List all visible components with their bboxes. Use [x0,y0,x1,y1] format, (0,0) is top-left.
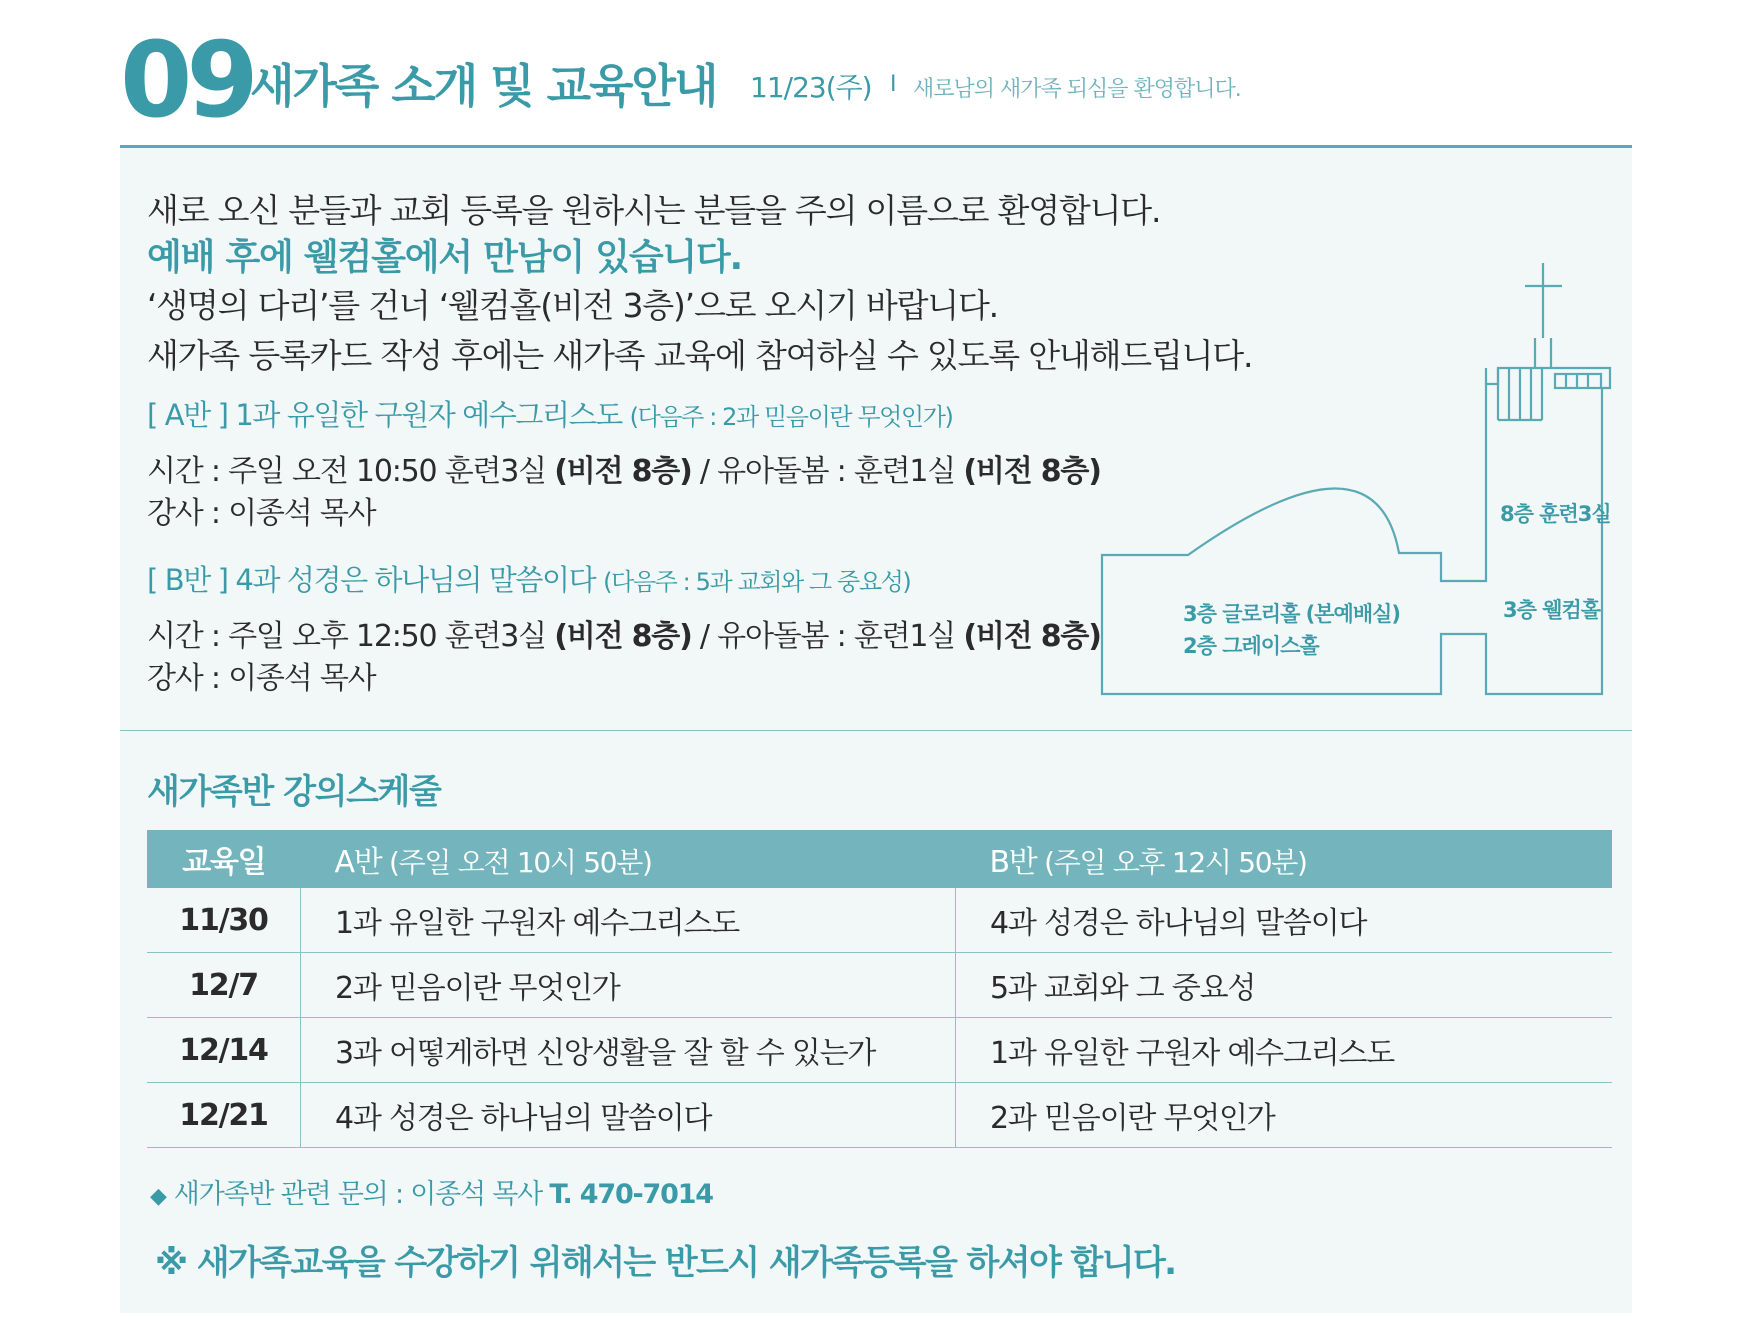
section-divider [120,730,1632,731]
col-header-a [301,830,956,888]
cell-date: 12/7 [147,953,301,1018]
class-b-time-place: (비전 8층) [554,619,692,654]
section-header [120,19,1632,141]
class-a-teacher: 강사 : 이종석 목사 [147,496,376,531]
intro-directions: ‘생명의 다리’를 건너 ‘웰컴홀(비전 3층)’으로 오시기 바랍니다. [147,286,998,325]
contact-phone: T. 470-7014 [549,1179,713,1210]
class-a-care-place: (비전 8층) [963,454,1101,489]
building-diagram [1075,258,1625,698]
registration-notice: ※ 새가족교육을 수강하기 위해서는 반드시 새가족등록을 하셔야 합니다. [155,1243,1176,1283]
contact-info [150,1172,713,1211]
cell-class-b: 4과 성경은 하나님의 말씀이다 [956,888,1613,953]
cell-class-a: 4과 성경은 하나님의 말씀이다 [301,1083,956,1148]
cell-class-b: 5과 교회와 그 중요성 [956,953,1613,1018]
cell-class-a: 2과 믿음이란 무엇인가 [301,953,956,1018]
col-header-b-sub: (주일 오후 12시 50분) [1036,846,1307,879]
cell-date: 12/21 [147,1083,301,1148]
table-row [147,953,1612,1018]
class-b-next: (다음주 : 5과 교회와 그 중요성) [603,568,911,596]
table-row [147,888,1612,953]
section-date: 11/23(주) [750,71,872,104]
col-header-b-main: B반 [989,845,1037,880]
header-separator: I [890,72,897,97]
class-b-heading [147,558,910,599]
building-outline-icon [1075,258,1625,698]
cell-date: 11/30 [147,888,301,953]
class-b-time-label: 시간 : 주일 오후 12:50 훈련3실 [147,619,555,654]
intro-welcome: 새로 오신 분들과 교회 등록을 원하시는 분들을 주의 이름으로 환영합니다. [147,191,1161,230]
col-header-date: 교육일 [147,830,301,888]
col-header-b [956,830,1613,888]
label-3f-glory: 3층 글로리홀 (본예배실) [1183,602,1401,626]
class-b-teacher: 강사 : 이종석 목사 [147,661,376,696]
class-a-next: (다음주 : 2과 믿음이란 무엇인가) [629,403,953,431]
intro-registration: 새가족 등록카드 작성 후에는 새가족 교육에 참여하실 수 있도록 안내해드립니다. [147,336,1253,375]
class-b-title: [ B반 ] 4과 성경은 하나님의 말씀이다 [147,563,596,597]
label-8f-training: 8층 훈련3실 [1500,502,1611,526]
class-a-time-label: 시간 : 주일 오전 10:50 훈련3실 [147,454,555,489]
class-b-care-label: / 유아돌봄 : 훈련1실 [691,619,964,654]
section-number: 09 [120,19,253,141]
contact-text: 새가족반 관련 문의 : 이종석 목사 [173,1179,550,1210]
class-b-care-place: (비전 8층) [963,619,1101,654]
diamond-bullet-icon: ◆ [150,1184,166,1209]
class-a-time [147,446,1101,490]
label-3f-welcome: 3층 웰컴홀 [1503,598,1601,622]
cell-class-a: 3과 어떻게하면 신앙생활을 잘 할 수 있는가 [301,1018,956,1083]
table-row [147,1083,1612,1148]
label-2f-grace: 2층 그레이스홀 [1183,634,1319,658]
cell-date: 12/14 [147,1018,301,1083]
class-a-heading [147,393,952,434]
cell-class-b: 1과 유일한 구원자 예수그리스도 [956,1018,1613,1083]
schedule-table [147,830,1612,1148]
col-header-a-main: A반 [334,845,382,880]
cell-class-b: 2과 믿음이란 무엇인가 [956,1083,1613,1148]
class-a-time-place: (비전 8층) [554,454,692,489]
cell-class-a: 1과 유일한 구원자 예수그리스도 [301,888,956,953]
class-b-time [147,611,1101,655]
table-header-row [147,830,1612,888]
col-header-a-sub: (주일 오전 10시 50분) [381,846,652,879]
section-subtitle: 새로남의 새가족 되심을 환영합니다. [913,77,1241,102]
class-a-care-label: / 유아돌봄 : 훈련1실 [691,454,964,489]
section-title: 새가족 소개 및 교육안내 [250,59,717,113]
table-row [147,1018,1612,1083]
class-a-title: [ A반 ] 1과 유일한 구원자 예수그리스도 [147,398,622,432]
intro-highlight: 예배 후에 웰컴홀에서 만남이 있습니다. [147,237,743,278]
schedule-title: 새가족반 강의스케줄 [147,772,441,812]
